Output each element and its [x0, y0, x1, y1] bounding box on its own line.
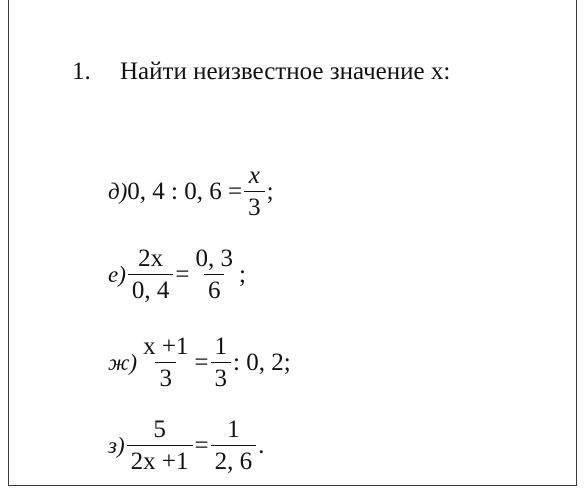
- equation-label: д): [108, 179, 128, 204]
- fraction-numerator: 2x: [138, 245, 164, 272]
- equation-e: [108, 245, 246, 305]
- fraction-denominator: 3: [155, 362, 176, 393]
- fraction-numerator: x: [248, 162, 260, 189]
- equation-end: ;: [238, 261, 246, 288]
- task-text: Найти неизвестное значение x:: [120, 58, 451, 85]
- fraction-numerator: 1: [227, 416, 240, 443]
- fraction-denominator: 0, 4: [128, 274, 174, 305]
- fraction-denominator: 2, 6: [211, 445, 257, 476]
- task-heading: [72, 58, 450, 86]
- equation-z: [108, 416, 264, 476]
- equation-label: ж): [108, 350, 138, 375]
- equation-end: : 0, 2;: [233, 349, 291, 376]
- equals-sign: =: [175, 261, 190, 288]
- fraction-numerator: 0, 3: [195, 245, 233, 272]
- equals-sign: =: [194, 349, 209, 376]
- fraction-numerator: 1: [214, 333, 228, 360]
- fraction-left: [128, 245, 174, 305]
- equation-d: [108, 162, 274, 222]
- fraction-denominator: 6: [204, 274, 225, 305]
- fraction-numerator: x +1: [143, 333, 189, 360]
- equation-label: з): [108, 433, 125, 458]
- fraction-right: [211, 416, 257, 476]
- fraction-left: [139, 333, 192, 393]
- equation-zh: [108, 333, 291, 393]
- fraction-denominator: 3: [244, 191, 265, 222]
- equation-left: 0, 4 : 0, 6 =: [127, 178, 243, 205]
- equation-end: .: [258, 432, 265, 459]
- fraction-denominator: 3: [211, 362, 232, 393]
- fraction-numerator: 5: [153, 416, 166, 443]
- fraction-left: [127, 416, 193, 476]
- equals-sign: =: [194, 432, 209, 459]
- task-number: 1.: [72, 58, 91, 85]
- fraction-denominator: 2x +1: [127, 445, 193, 476]
- equation-label: е): [108, 262, 126, 287]
- fraction-right: [211, 333, 232, 393]
- equation-end: ;: [266, 178, 274, 205]
- fraction: [244, 162, 265, 222]
- fraction-right: [191, 245, 237, 305]
